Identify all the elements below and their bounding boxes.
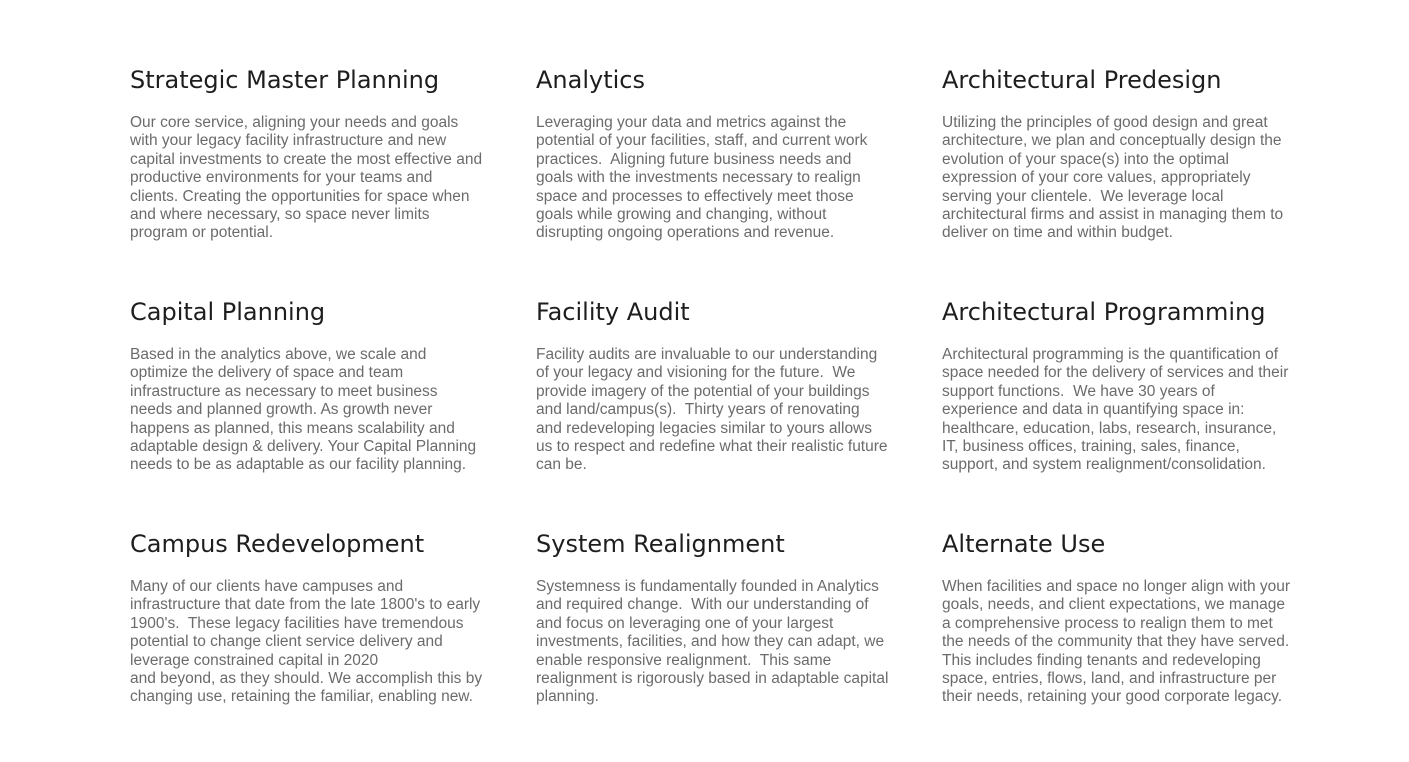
- description-line: This includes finding tenants and redeveloping: [942, 651, 1261, 669]
- description-line: space and processes to effectively meet those: [536, 187, 854, 205]
- services-grid: [130, 62, 1348, 758]
- description-line: serving your clientele. We leverage local: [942, 187, 1224, 205]
- service-description: [536, 346, 908, 475]
- description-line: can be.: [536, 456, 587, 474]
- service-description: [130, 114, 502, 243]
- service-architectural-programming: [942, 294, 1314, 526]
- description-line: enable responsive realignment. This same: [536, 651, 832, 669]
- description-line: and land/campus(s). Thirty years of renovating: [536, 401, 860, 419]
- description-line: architecture, we plan and conceptually design the: [942, 132, 1282, 150]
- description-line: potential to change client service delivery and: [130, 633, 443, 651]
- description-line: and where necessary, so space never limits: [130, 206, 430, 224]
- description-line: Facility audits are invaluable to our understanding: [536, 346, 878, 363]
- description-line: Systemness is fundamentally founded in Analytics: [536, 578, 879, 595]
- description-line: goals, needs, and client expectations, we manage: [942, 596, 1285, 614]
- service-alternate-use: [942, 526, 1314, 758]
- description-line: planning.: [536, 688, 599, 706]
- description-line: healthcare, education, labs, research, insurance,: [942, 419, 1277, 437]
- description-line: and redeveloping legacies similar to yours allows: [536, 419, 873, 437]
- description-line: us to respect and redefine what their realistic future: [536, 438, 888, 456]
- description-line: space needed for the delivery of services and their: [942, 364, 1289, 382]
- service-facility-audit: [536, 294, 908, 526]
- description-line: of your legacy and visioning for the future. We: [536, 364, 856, 382]
- description-line: a comprehensive process to realign them to met: [942, 614, 1273, 632]
- service-title: Strategic Master Planning: [130, 66, 440, 94]
- service-title: Campus Redevelopment: [130, 530, 425, 558]
- description-line: leverage constrained capital in 2020: [130, 651, 379, 669]
- description-line: support, and system realignment/consolidation.: [942, 456, 1266, 474]
- service-description: [130, 578, 502, 707]
- service-title: System Realignment: [536, 530, 785, 558]
- service-description: [942, 578, 1314, 707]
- description-line: experience and data in quantifying space in:: [942, 401, 1245, 419]
- description-line: and focus on leveraging one of your largest: [536, 614, 834, 632]
- description-line: support functions. We have 30 years of: [942, 382, 1215, 400]
- service-description: [536, 114, 908, 243]
- description-line: disrupting ongoing operations and revenue.: [536, 224, 835, 242]
- service-strategic-master-planning: [130, 62, 502, 294]
- service-description: [942, 114, 1314, 243]
- description-line: practices. Aligning future business needs and: [536, 150, 852, 168]
- description-line: needs and planned growth. As growth never: [130, 401, 433, 419]
- description-line: their needs, retaining your good corporate legacy.: [942, 688, 1283, 706]
- service-campus-redevelopment: [130, 526, 502, 758]
- service-title: Alternate Use: [942, 530, 1106, 558]
- description-line: the needs of the community that they have served.: [942, 633, 1290, 651]
- description-line: realignment is rigorously based in adaptable capital: [536, 670, 889, 688]
- description-line: goals with the investments necessary to realign: [536, 169, 861, 187]
- description-line: infrastructure as necessary to meet business: [130, 382, 438, 400]
- description-line: with your legacy facility infrastructure and new: [130, 132, 447, 150]
- description-line: Leveraging your data and metrics against the: [536, 114, 847, 131]
- description-line: When facilities and space no longer align with your: [942, 578, 1291, 595]
- description-line: Our core service, aligning your needs and goals: [130, 114, 459, 131]
- service-title: Capital Planning: [130, 298, 326, 326]
- description-line: 1900's. These legacy facilities have tremendous: [130, 614, 464, 632]
- service-capital-planning: [130, 294, 502, 526]
- description-line: investments, facilities, and how they can adapt, we: [536, 633, 885, 651]
- description-line: space, entries, flows, land, and infrastructure per: [942, 670, 1277, 688]
- description-line: optimize the delivery of space and team: [130, 364, 404, 382]
- description-line: provide imagery of the potential of your buildings: [536, 382, 870, 400]
- service-analytics: [536, 62, 908, 294]
- description-line: goals while growing and changing, without: [536, 206, 827, 224]
- description-line: IT, business offices, training, sales, finance,: [942, 438, 1240, 456]
- description-line: happens as planned, this means scalability and: [130, 419, 455, 437]
- service-system-realignment: [536, 526, 908, 758]
- description-line: Many of our clients have campuses and: [130, 578, 404, 595]
- service-title: Facility Audit: [536, 298, 690, 326]
- description-line: potential of your facilities, staff, and current work: [536, 132, 868, 150]
- description-line: adaptable design & delivery. Your Capital Planning: [130, 438, 477, 456]
- service-title: Architectural Predesign: [942, 66, 1222, 94]
- service-architectural-predesign: [942, 62, 1314, 294]
- description-line: capital investments to create the most effective and: [130, 150, 483, 168]
- description-line: expression of your core values, appropriately: [942, 169, 1251, 187]
- description-line: needs to be as adaptable as our facility planning.: [130, 456, 467, 474]
- description-line: and beyond, as they should. We accomplish this by: [130, 670, 483, 688]
- description-line: deliver on time and within budget.: [942, 224, 1173, 242]
- description-line: changing use, retaining the familiar, enabling new.: [130, 688, 473, 706]
- description-line: and required change. With our understanding of: [536, 596, 869, 614]
- description-line: Utilizing the principles of good design and great: [942, 114, 1268, 131]
- description-line: Architectural programming is the quantification of: [942, 346, 1278, 363]
- description-line: clients. Creating the opportunities for space when: [130, 187, 470, 205]
- service-description: [536, 578, 908, 707]
- description-line: productive environments for your teams and: [130, 169, 433, 187]
- description-line: infrastructure that date from the late 1800's to early: [130, 596, 481, 614]
- description-line: architectural firms and assist in managing them to: [942, 206, 1284, 224]
- description-line: program or potential.: [130, 224, 274, 242]
- service-title: Architectural Programming: [942, 298, 1266, 326]
- service-description: [130, 346, 502, 475]
- service-description: [942, 346, 1314, 475]
- service-title: Analytics: [536, 66, 645, 94]
- description-line: Based in the analytics above, we scale and: [130, 346, 427, 363]
- description-line: evolution of your space(s) into the optimal: [942, 150, 1229, 168]
